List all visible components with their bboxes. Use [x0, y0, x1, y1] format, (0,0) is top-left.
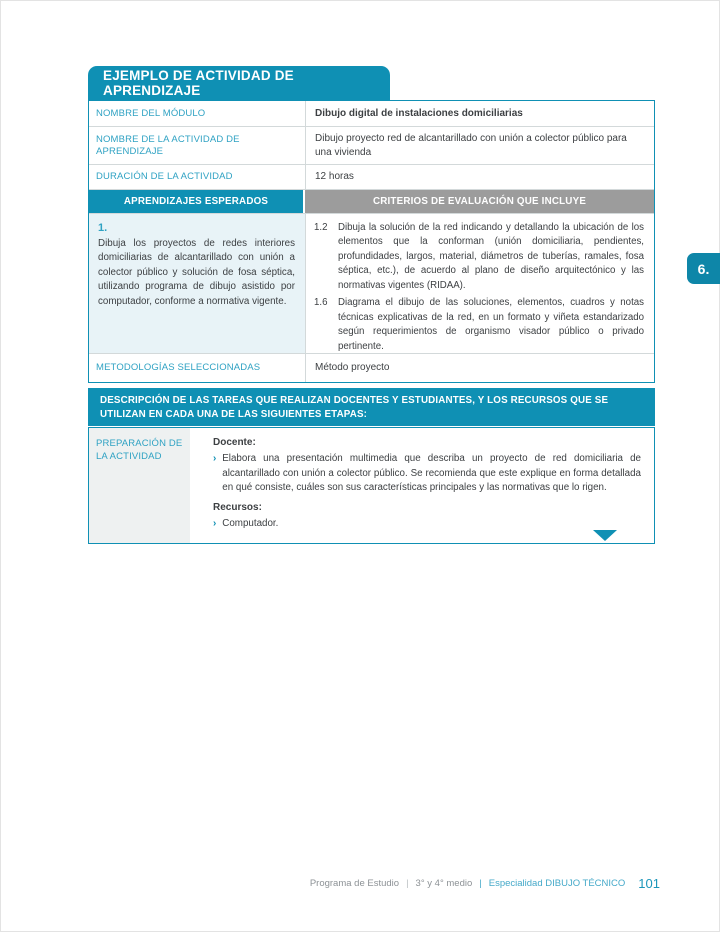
footer-specialty: Especialidad DIBUJO TÉCNICO	[488, 878, 626, 889]
section-title-tab	[88, 66, 390, 100]
docente-item-text: Elabora una presentación multimedia que describa un proyecto de red domiciliaria de alcantarillado con unión a colector público. Se recomienda que este explique en forma detallada en qué consiste, cuáles son sus características principales y las normativas que lo rigen.	[222, 453, 641, 494]
chevron-bullet-icon: ›	[213, 517, 217, 529]
criterion-text: Diagrama el dibujo de las soluciones, elementos, cuadros y notas técnicas explicativas de la red, en un formato y viñeta estandarizado según requerimientos de organismo visador público o privado pertinente.	[338, 297, 644, 352]
expected-learning-cell	[89, 214, 305, 353]
module-label: NOMBRE DEL MÓDULO	[96, 107, 206, 119]
methodology-value: Método proyecto	[305, 354, 654, 382]
section-title: EJEMPLO DE ACTIVIDAD DE APRENDIZAJE	[103, 68, 294, 98]
chapter-number: 6.	[697, 260, 710, 277]
preparation-label: PREPARACIÓN DE LA ACTIVIDAD	[89, 428, 190, 543]
criterion-number: 1.6	[314, 297, 328, 308]
learning-text: Dibuja los proyectos de redes interiores domiciliarias de alcantarillado con unión a colector público y solución de fosa séptica, utilizando programa de dibujo asistido por computador, conforme a normativa vigente.	[98, 237, 295, 307]
footer-separator: |	[479, 878, 482, 889]
expand-more-icon	[593, 530, 617, 541]
methodology-label: METODOLOGÍAS SELECCIONADAS	[96, 361, 261, 373]
footer-separator: |	[406, 878, 409, 889]
learning-criteria-row	[89, 214, 654, 354]
tasks-description-band: DESCRIPCIÓN DE LAS TAREAS QUE REALIZAN DOCENTES Y ESTUDIANTES, Y LOS RECURSOS QUE SE UTILIZAN EN CADA UNA DE LAS SIGUIENTES ETAPAS:	[88, 388, 655, 426]
module-value: Dibujo digital de instalaciones domiciliarias	[305, 101, 654, 126]
chapter-tab	[687, 253, 720, 284]
page-number: 101	[638, 876, 660, 891]
table-row-module	[89, 101, 654, 127]
learning-number: 1.	[98, 221, 108, 234]
footer-program: Programa de Estudio	[309, 878, 400, 889]
criterion-item	[314, 221, 644, 294]
criterion-item	[314, 296, 644, 354]
evaluation-criteria-header: CRITERIOS DE EVALUACIÓN QUE INCLUYE	[305, 190, 654, 213]
activity-name-label: NOMBRE DE LA ACTIVIDAD DE APRENDIZAJE	[96, 134, 240, 157]
table-row-duration	[89, 165, 654, 190]
recursos-bullet-item	[213, 517, 641, 532]
duration-value: 12 horas	[305, 165, 654, 189]
criterion-text: Dibuja la solución de la red indicando y detallando la ubicación de los elementos que la conforman (unión domiciliaria, pendientes, profundidades, largos, material, diámetros de tuberías, ramales, fosa séptica, etc.), de acuerdo al plano de diseño arquitectónico y las normativas vigentes (RIDAA).	[338, 221, 644, 291]
criterion-number: 1.2	[314, 221, 328, 233]
table-row-activity-name	[89, 127, 654, 165]
activity-info-table	[88, 100, 655, 383]
table-column-headers	[89, 190, 654, 214]
recursos-item-text: Computador.	[222, 517, 279, 529]
evaluation-criteria-cell	[305, 214, 654, 353]
activity-name-value: Dibujo proyecto red de alcantarillado con unión a colector público para una vivienda	[305, 127, 654, 164]
chevron-bullet-icon: ›	[213, 453, 217, 464]
docente-heading: Docente:	[213, 437, 256, 448]
recursos-heading: Recursos:	[213, 501, 262, 513]
preparation-section	[88, 427, 655, 544]
table-row-methodology	[89, 354, 654, 382]
page-footer	[0, 876, 660, 891]
preparation-content	[190, 428, 654, 543]
duration-label: DURACIÓN DE LA ACTIVIDAD	[96, 171, 233, 182]
footer-grade: 3° y 4° medio	[415, 878, 473, 889]
docente-bullet-item	[213, 452, 641, 496]
expected-learning-header: APRENDIZAJES ESPERADOS	[89, 190, 305, 213]
